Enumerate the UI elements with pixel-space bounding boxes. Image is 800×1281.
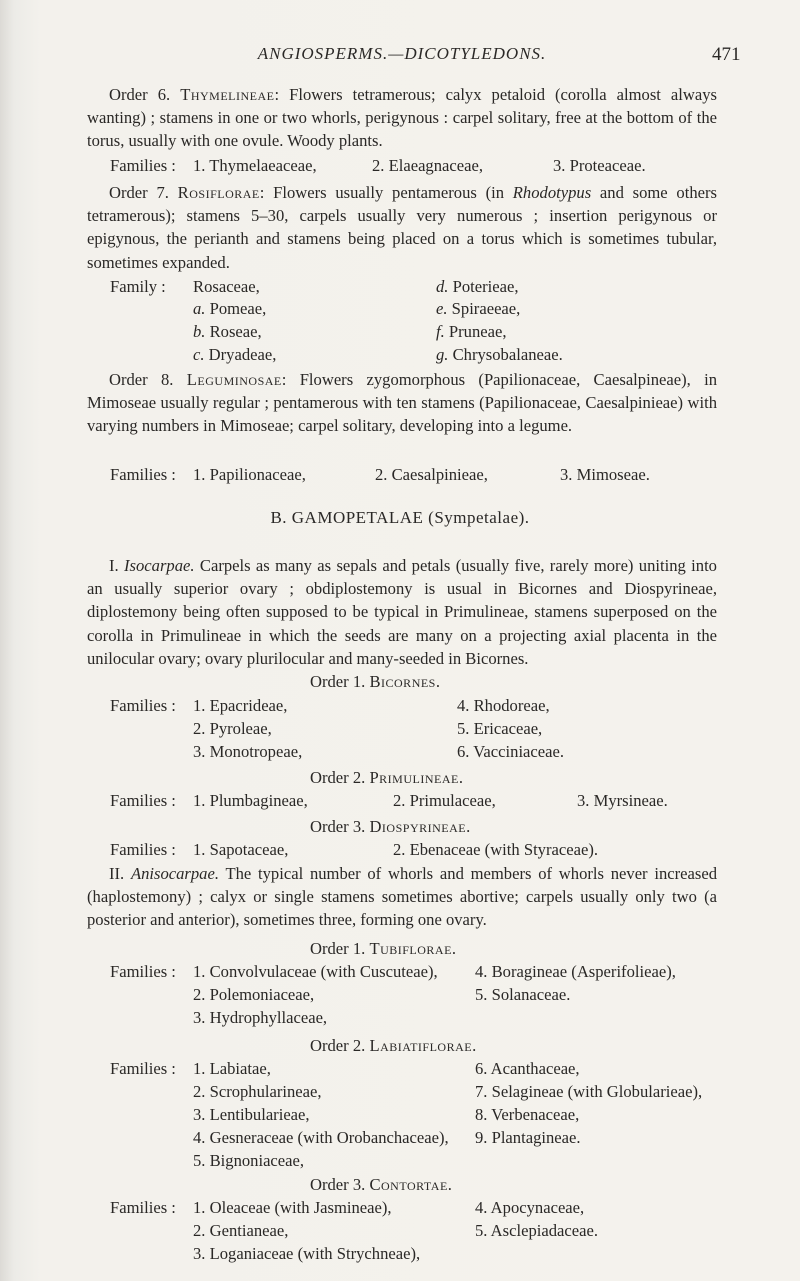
bicornes-family-1: 1. Epacrideae, [193, 696, 288, 715]
contortae-family-1: 1. Oleaceae (with Jasmineae), [193, 1198, 392, 1217]
running-title: ANGIOSPERMS.—DICOTYLEDONS. [257, 44, 547, 63]
page-number: 471 [712, 44, 741, 65]
tubiflorae-families-label: Families : [110, 962, 176, 981]
order-7-text-a: : Flowers usually pentamerous (in [259, 183, 513, 202]
tubiflorae-family-2: 2. Polemoniaceae, [193, 985, 315, 1004]
order-8-text: : Flowers zygomorphous (Papilionaceae, Caesalpineae), in Mimoseae usually regular ; pentamerous with ten stamens (Papilionaceae, Caesalpinieae) with varying numbers in Mimoseae; carpel solitary, developing into a legume. [87, 370, 717, 436]
order-8-family-1: 1. Papilionaceae, [193, 465, 306, 484]
order-6-family-1: 1. Thymelaeaceae, [193, 156, 317, 175]
labiatiflorae-family-5: 5. Bignoniaceae, [193, 1151, 305, 1170]
order-6-text: : Flowers tetramerous; calyx petaloid (corolla almost always wanting) ; stamens in one or two whorls, perigynous : carpel solitary, free at the bottom of the torus, usually with one ovule. Woody plants. [87, 85, 717, 151]
anisocarpae-text: The typical number of whorls and members of whorls never increased (haplostemony) ; calyx or single stamens sometimes abortive; carpels usually only two (a posterior and anterior), sometimes three, forming one ovary. [87, 864, 717, 930]
order-7-name: Rosiflorae [177, 183, 260, 202]
primulineae-heading: Order 2. Primulineae. [310, 768, 464, 787]
bicornes-family-4: 4. Rhodoreae, [457, 696, 550, 715]
tubiflorae-family-5: 5. Solanaceae. [475, 985, 571, 1004]
contortae-family-2: 2. Gentianeae, [193, 1221, 289, 1240]
primulineae-family-2: 2. Primulaceae, [393, 791, 496, 810]
anisocarpae-name: Anisocarpae. [130, 864, 219, 883]
order-6-name: Thymelineae [180, 85, 275, 104]
labiatiflorae-family-4: 4. Gesneraceae (with Orobanchaceae), [193, 1128, 449, 1147]
order-8-families-label: Families : [110, 465, 176, 484]
labiatiflorae-family-6: 6. Acanthaceae, [475, 1059, 580, 1078]
bicornes-heading: Order 1. Bicornes. [310, 672, 441, 691]
isocarpae-text: Carpels as many as sepals and petals (usually five, rarely more) uniting into an usually superior ovary ; obdiplostemony is usual in Bicornes and Diospyrineae, diplostemony being often supposed to be typical in Primulineae, stamens superposed on the corolla in Primulineae in which the seeds are many on a projecting axial placenta in the unilocular ovary; ovary plurilocular and many-seeded in Bicornes. [87, 556, 717, 668]
labiatiflorae-family-2: 2. Scrophularineae, [193, 1082, 322, 1101]
primulineae-families-label: Families : [110, 791, 176, 810]
bicornes-family-2: 2. Pyroleae, [193, 719, 272, 738]
labiatiflorae-families-label: Families : [110, 1059, 176, 1078]
order-7-text-b: and some others tetramerous); stamens 5–30, carpels usually very numerous ; insertion perigynous or epigynous, the perianth and stamens being placed on a torus which is sometimes tubular, sometimes expanded. [87, 183, 717, 272]
contortae-family-4: 4. Apocynaceae, [475, 1198, 585, 1217]
contortae-families-label: Families : [110, 1198, 176, 1217]
anisocarpae-paragraph [87, 862, 717, 932]
contortae-heading: Order 3. Contortae. [310, 1175, 453, 1194]
diospyrineae-family-1: 1. Sapotaceae, [193, 840, 289, 859]
bicornes-families-label: Families : [110, 696, 176, 715]
tubiflorae-family-3: 3. Hydrophyllaceae, [193, 1008, 328, 1027]
tubiflorae-family-1: 1. Convolvulaceae (with Cuscuteae), [193, 962, 438, 981]
labiatiflorae-family-7: 7. Selagineae (with Globularieae), [475, 1082, 703, 1101]
bicornes-family-3: 3. Monotropeae, [193, 742, 303, 761]
order-7-paragraph [87, 181, 717, 274]
section-b-heading: B. GAMOPETALAE (Sympetalae). [270, 508, 530, 527]
order-7-subdivision-d: d. Poterieae, [436, 277, 519, 296]
order-7-family: Rosaceae, [193, 277, 260, 296]
order-6-family-3: 3. Proteaceae. [553, 156, 646, 175]
order-6-family-2: 2. Elaeagnaceae, [372, 156, 484, 175]
bicornes-family-5: 5. Ericaceae, [457, 719, 543, 738]
contortae-family-3: 3. Loganiaceae (with Strychneae), [193, 1244, 421, 1263]
bicornes-family-6: 6. Vacciniaceae. [457, 742, 565, 761]
labiatiflorae-family-3: 3. Lentibularieae, [193, 1105, 310, 1124]
order-7-subdivision-g: g. Chrysobalaneae. [436, 345, 563, 364]
order-8-name: Leguminosae [186, 370, 282, 389]
primulineae-family-1: 1. Plumbagineae, [193, 791, 308, 810]
order-8-label: Order 8. [109, 370, 174, 389]
order-7-label: Order 7. [109, 183, 169, 202]
anisocarpae-numeral: II. [109, 864, 125, 883]
tubiflorae-family-4: 4. Boragineae (Asperifolieae), [475, 962, 676, 981]
isocarpae-paragraph [87, 554, 717, 670]
labiatiflorae-heading: Order 2. Labiatiflorae. [310, 1036, 477, 1055]
order-7-subdivision-c: c. Dryadeae, [193, 345, 277, 364]
order-8-paragraph [87, 368, 717, 438]
order-6-families-label: Families : [110, 156, 176, 175]
tubiflorae-heading: Order 1. Tubiflorae. [310, 939, 457, 958]
order-8-family-3: 3. Mimoseae. [560, 465, 650, 484]
isocarpae-name: Isocarpae. [124, 556, 195, 575]
order-7-subdivision-a: a. Pomeae, [193, 299, 267, 318]
order-7-family-label: Family : [110, 277, 166, 296]
labiatiflorae-family-1: 1. Labiatae, [193, 1059, 271, 1078]
primulineae-family-3: 3. Myrsineae. [577, 791, 668, 810]
order-6-label: Order 6. [109, 85, 171, 104]
order-7-subdivision-e: e. Spiraeeae, [436, 299, 521, 318]
order-7-subdivision-f: f. Pruneae, [436, 322, 507, 341]
order-7-genus: Rhodotypus [512, 183, 592, 202]
order-8-family-2: 2. Caesalpinieae, [375, 465, 488, 484]
diospyrineae-heading: Order 3. Diospyrineae. [310, 817, 471, 836]
labiatiflorae-family-8: 8. Verbenaceae, [475, 1105, 580, 1124]
diospyrineae-family-2: 2. Ebenaceae (with Styraceae). [393, 840, 598, 859]
contortae-family-5: 5. Asclepiadaceae. [475, 1221, 599, 1240]
order-6-paragraph [87, 83, 717, 153]
isocarpae-numeral: I. [109, 556, 119, 575]
labiatiflorae-family-9: 9. Plantagineae. [475, 1128, 581, 1147]
order-7-subdivision-b: b. Roseae, [193, 322, 262, 341]
diospyrineae-families-label: Families : [110, 840, 176, 859]
